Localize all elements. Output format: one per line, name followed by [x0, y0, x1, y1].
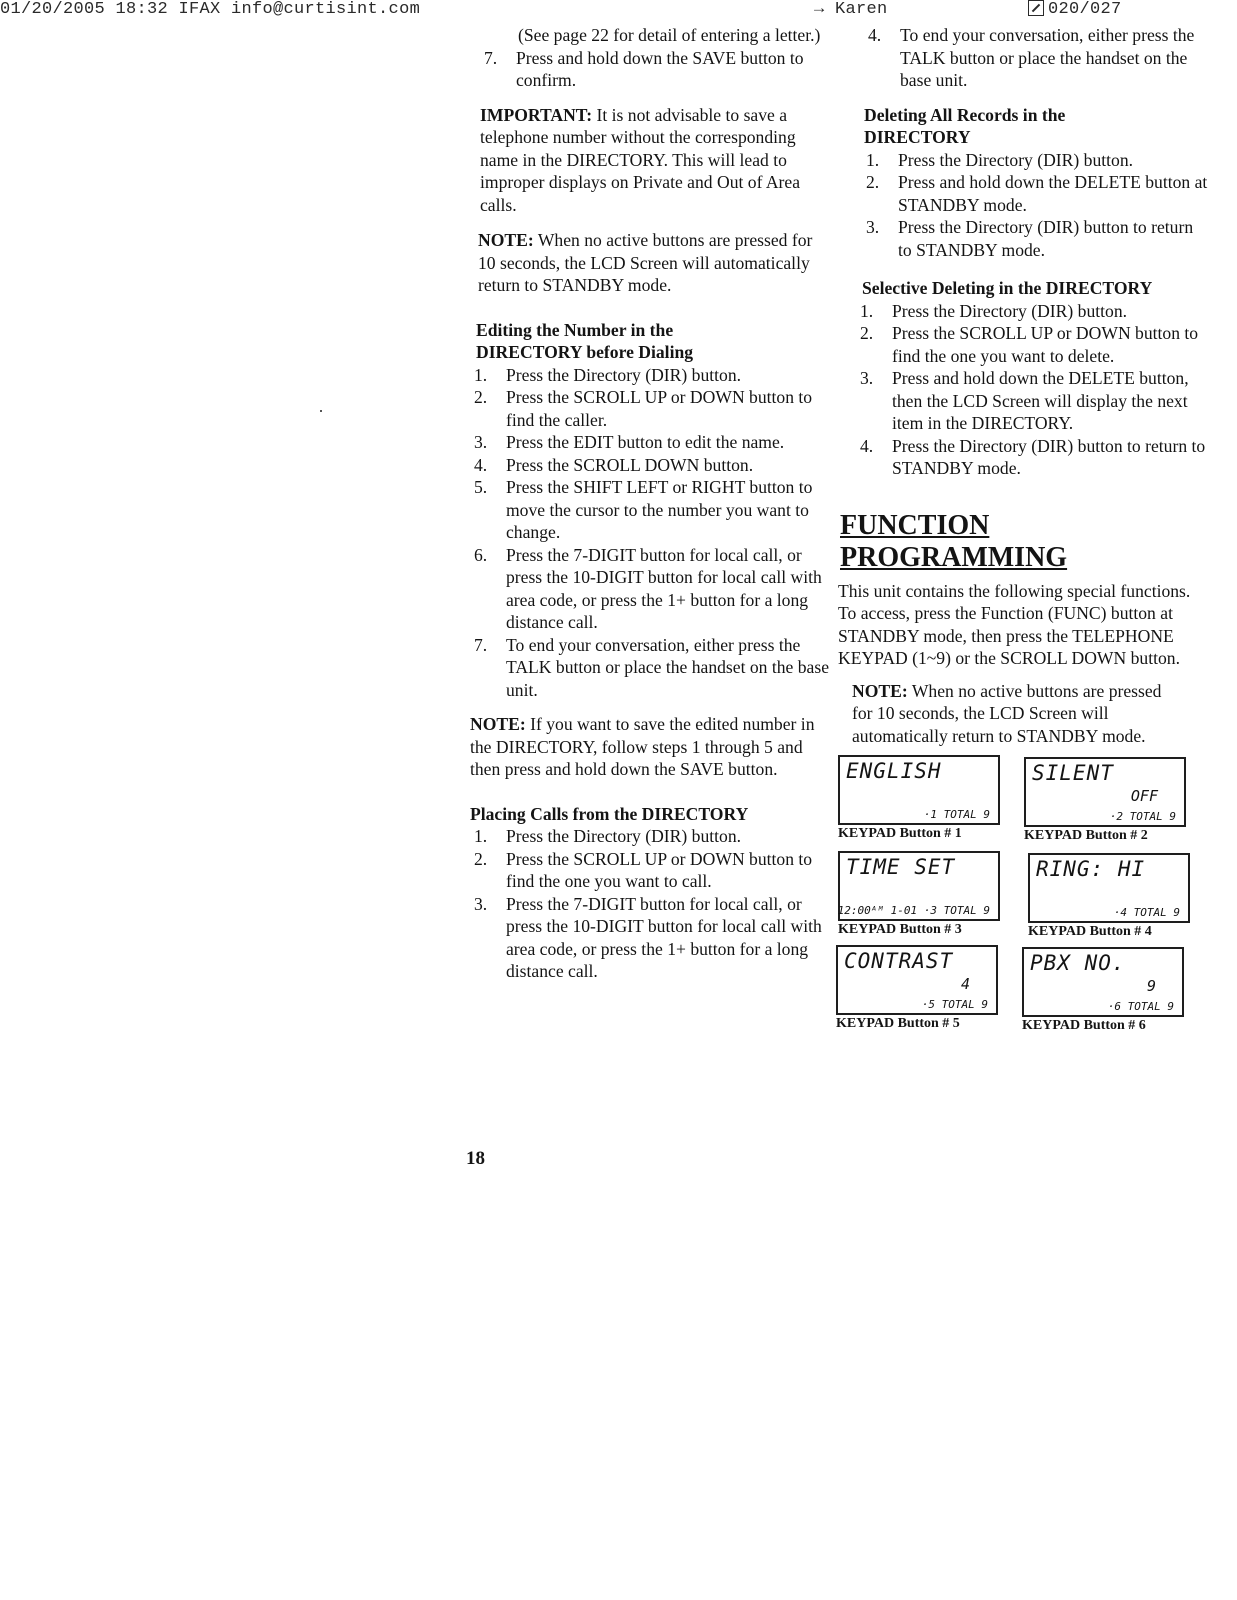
- title-line-2: PROGRAMMING: [840, 541, 1068, 573]
- lcd-caption: KEYPAD Button # 4: [1028, 924, 1152, 939]
- step-text: Press the Directory (DIR) button to return to STANDBY mode.: [898, 217, 1194, 260]
- important-text: It is not advisable to save a telephone number without the corresponding name in the DIRECTORY. This will lead to improper displays on Private and Out of Area calls.: [480, 104, 801, 215]
- step-number: 3.: [860, 368, 874, 388]
- continuation-text: (See page 22 for detail of entering a letter.): [518, 25, 821, 45]
- step-number: 4.: [860, 435, 874, 456]
- step-text: To end your conversation, either press the TALK button or place the handset on the base unit.: [900, 25, 1195, 90]
- right-column: [838, 24, 1208, 1051]
- placing-steps: [470, 825, 830, 983]
- list-item: [470, 893, 830, 983]
- lcd-line2: OFF: [1130, 787, 1158, 805]
- lcd-caption: KEYPAD Button # 2: [1024, 828, 1148, 843]
- step-text: Press the Directory (DIR) button.: [898, 149, 1134, 170]
- note-label: NOTE:: [478, 230, 534, 250]
- list-item: [470, 386, 830, 431]
- list-item: [856, 435, 1208, 480]
- lcd-display: [838, 755, 1000, 825]
- fax-header-sender: 01/20/2005 18:32 IFAX info@curtisint.com: [0, 0, 421, 19]
- lcd-line3: ·2 TOTAL 9: [1109, 810, 1176, 823]
- lcd-line1: TIME SET: [846, 855, 956, 879]
- editing-heading: Editing the Number in the DIRECTORY before Dialing: [476, 319, 694, 362]
- step-number: 1.: [860, 300, 874, 321]
- important-note: [470, 104, 830, 217]
- lcd-display: [1024, 757, 1186, 827]
- function-programming-title: [840, 510, 1208, 574]
- page-number: 18: [466, 1148, 485, 1169]
- lcd-screen-grid: [838, 755, 1208, 1051]
- step-text: Press the SHIFT LEFT or RIGHT button to move the cursor to the number you want to change.: [506, 477, 813, 542]
- lcd-line3: ·4 TOTAL 9: [1113, 906, 1180, 919]
- note-function-standby: [852, 680, 1182, 748]
- list-item: [862, 216, 1208, 261]
- fax-header: [0, 0, 1237, 24]
- lcd-caption: KEYPAD Button # 6: [1022, 1018, 1146, 1033]
- list-item: [470, 634, 830, 702]
- talk-steps-continued: [838, 24, 1208, 92]
- list-item: [862, 171, 1208, 216]
- left-column: [470, 24, 830, 997]
- lcd-line2: 9: [1146, 977, 1156, 995]
- step-text: Press the SCROLL UP or DOWN button to find the caller.: [506, 387, 813, 430]
- step-number: 5.: [474, 477, 488, 497]
- lcd-caption: KEYPAD Button # 1: [838, 826, 962, 841]
- step-number: 2.: [474, 848, 488, 869]
- scan-speck: [320, 410, 322, 412]
- lcd-display: [1028, 853, 1190, 923]
- list-item: [862, 149, 1208, 172]
- save-steps-continued: [470, 47, 830, 92]
- step-number: 7.: [484, 47, 498, 68]
- selective-steps: [838, 300, 1208, 480]
- fax-header-page-count: [1028, 0, 1122, 21]
- list-item: [856, 300, 1208, 323]
- lcd-line1: SILENT: [1032, 761, 1114, 785]
- lcd-screen-item: [838, 851, 1000, 938]
- step-text: Press and hold down the DELETE button, then the LCD Screen will display the next item in the DIRECTORY.: [892, 368, 1189, 433]
- important-label: IMPORTANT:: [480, 104, 593, 125]
- step-text: Press the Directory (DIR) button.: [506, 826, 742, 846]
- step-number: 4.: [474, 454, 488, 475]
- editing-steps: [470, 364, 830, 702]
- lcd-line1: RING: HI: [1036, 857, 1146, 881]
- note-text: If you want to save the edited number in the DIRECTORY, follow steps 1 through 5 and then press and hold down the SAVE button.: [470, 714, 815, 779]
- lcd-line3: ·6 TOTAL 9: [1107, 1000, 1174, 1013]
- step-text: Press the 7-DIGIT button for local call, or press the 10-DIGIT button for local call with area code, or press the 1+ button for a long distance call.: [506, 544, 822, 632]
- step-text: Press the SCROLL UP or DOWN button to find the one you want to call.: [506, 848, 813, 891]
- step-text: Press the Directory (DIR) button.: [892, 300, 1128, 321]
- lcd-screen-item: [1028, 853, 1190, 940]
- fax-header-recipient: → Karen: [814, 0, 888, 19]
- step-number: 1.: [474, 826, 488, 846]
- lcd-line1: ENGLISH: [846, 759, 942, 783]
- step-number: 6.: [474, 544, 488, 565]
- lcd-caption: KEYPAD Button # 3: [838, 922, 962, 937]
- lcd-display: [1022, 947, 1184, 1017]
- note-label: NOTE:: [852, 680, 908, 701]
- step-text: Press the Directory (DIR) button.: [506, 364, 742, 385]
- function-intro: This unit contains the following special functions. To access, press the Function (FUNC) button at STANDBY mode, then press the TELEPHONE KEYPAD (1~9) or the SCROLL DOWN button.: [838, 580, 1191, 668]
- step-number: 7.: [474, 634, 488, 655]
- lcd-line3: ·5 TOTAL 9: [921, 998, 988, 1011]
- lcd-display: [838, 851, 1000, 921]
- fax-page-count-text: 020/027: [1048, 0, 1122, 19]
- step-text: Press the 7-DIGIT button for local call, or press the 10-DIGIT button for local call with area code, or press the 1+ button for a long distance call.: [506, 893, 822, 981]
- lcd-line1: PBX NO.: [1030, 951, 1126, 975]
- list-item: [470, 454, 830, 477]
- note-edited-number: [470, 713, 830, 781]
- list-item: [470, 364, 830, 387]
- step-number: 2.: [860, 323, 874, 343]
- lcd-line2: 4: [960, 975, 970, 993]
- lcd-line3: ·1 TOTAL 9: [923, 808, 990, 821]
- step-text: Press the SCROLL UP or DOWN button to find the one you want to delete.: [892, 323, 1199, 366]
- note-text: When no active buttons are pressed for 10 seconds, the LCD Screen will automatically return to STANDBY mode.: [478, 230, 813, 295]
- note-standby: [470, 229, 830, 297]
- list-item: [470, 544, 830, 634]
- lcd-display: [836, 945, 998, 1015]
- list-item: [470, 476, 830, 544]
- note-text: When no active buttons are pressed for 10 seconds, the LCD Screen will automatically return to STANDBY mode.: [852, 680, 1162, 746]
- step-number: 1.: [866, 149, 880, 170]
- list-item: [470, 47, 830, 92]
- step-number: 3.: [866, 217, 880, 237]
- list-item: [856, 367, 1208, 435]
- list-item: [470, 848, 830, 893]
- step-number: 1.: [474, 364, 488, 385]
- selective-heading: Selective Deleting in the DIRECTORY: [862, 278, 1153, 298]
- step-text: Press the EDIT button to edit the name.: [506, 432, 785, 452]
- step-number: 3.: [474, 432, 488, 452]
- step-number: 4.: [868, 25, 882, 45]
- lcd-screen-item: [838, 755, 1000, 842]
- lcd-screen-item: [1022, 947, 1184, 1034]
- note-label: NOTE:: [470, 714, 526, 734]
- lcd-caption: KEYPAD Button # 5: [836, 1016, 960, 1031]
- list-item: [470, 825, 830, 848]
- list-item: [856, 322, 1208, 367]
- lcd-screen-item: [1024, 757, 1186, 844]
- lcd-line3: 12:00ᴬᴹ 1-01 ·3 TOTAL 9: [837, 904, 990, 917]
- placing-heading: Placing Calls from the DIRECTORY: [470, 803, 749, 824]
- step-text: Press and hold down the SAVE button to confirm.: [516, 47, 804, 90]
- step-number: 2.: [474, 387, 488, 407]
- step-text: Press the Directory (DIR) button to return to STANDBY mode.: [892, 435, 1206, 478]
- step-text: To end your conversation, either press the TALK button or place the handset on the base unit.: [506, 634, 830, 700]
- step-number: 2.: [866, 172, 880, 192]
- delete-all-steps: [838, 149, 1208, 262]
- delete-all-heading: Deleting All Records in the DIRECTORY: [864, 104, 1066, 147]
- list-item: [470, 431, 830, 454]
- step-text: Press and hold down the DELETE button at STANDBY mode.: [898, 172, 1208, 215]
- title-line-1: FUNCTION: [840, 509, 990, 541]
- lcd-line1: CONTRAST: [844, 949, 954, 973]
- step-number: 3.: [474, 893, 488, 914]
- lcd-screen-item: [836, 945, 998, 1032]
- list-item: [838, 24, 1208, 92]
- step-text: Press the SCROLL DOWN button.: [506, 454, 754, 475]
- fax-page-icon: [1028, 0, 1044, 16]
